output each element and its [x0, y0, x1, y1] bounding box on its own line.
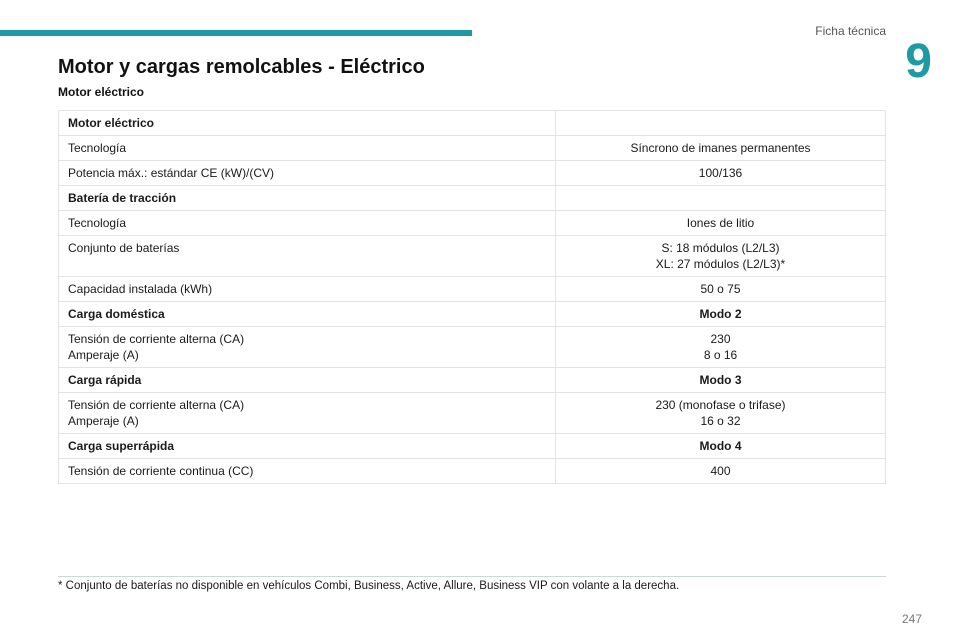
- table-section-header-row: [59, 434, 886, 459]
- table-row: [59, 393, 886, 434]
- spec-label: Amperaje (A): [68, 414, 139, 428]
- page-number: 247: [901, 612, 922, 626]
- spec-label: Tensión de corriente alterna (CA): [68, 332, 245, 346]
- spec-value-cell: [556, 277, 886, 302]
- spec-value-cell: [556, 459, 886, 484]
- table-row: [59, 136, 886, 161]
- spec-label: Tensión de corriente continua (CC): [68, 464, 254, 478]
- table-row: [59, 161, 886, 186]
- spec-label: Carga superrápida: [68, 439, 175, 453]
- spec-table-body: [59, 111, 886, 484]
- spec-value-cell: [556, 136, 886, 161]
- spec-label: Conjunto de baterías: [68, 241, 180, 255]
- spec-label-cell: [59, 186, 556, 211]
- spec-label: Carga doméstica: [68, 307, 165, 321]
- table-row: [59, 459, 886, 484]
- spec-value: XL: 27 módulos (L2/L3)*: [655, 257, 786, 271]
- spec-value: Síncrono de imanes permanentes: [630, 141, 811, 155]
- spec-label: Motor eléctrico: [68, 116, 155, 130]
- spec-value: 50 o 75: [700, 282, 741, 296]
- spec-label-cell: [59, 302, 556, 327]
- spec-value: Modo 2: [699, 307, 742, 321]
- spec-label-cell: [59, 277, 556, 302]
- spec-value-cell: [556, 434, 886, 459]
- spec-value-cell: [556, 111, 886, 136]
- spec-value: Iones de litio: [686, 216, 755, 230]
- spec-label-cell: [59, 393, 556, 434]
- page-subtitle: Motor eléctrico: [58, 85, 145, 99]
- spec-value: Modo 4: [699, 439, 742, 453]
- table-row: [59, 327, 886, 368]
- spec-label-cell: [59, 368, 556, 393]
- spec-label: Amperaje (A): [68, 348, 139, 362]
- spec-value: 230 (monofase o trifase): [655, 398, 786, 412]
- spec-value-cell: [556, 368, 886, 393]
- table-row: [59, 211, 886, 236]
- spec-table: [58, 110, 886, 484]
- table-section-header-row: [59, 302, 886, 327]
- spec-value: Modo 3: [699, 373, 742, 387]
- spec-value: S: 18 módulos (L2/L3): [661, 241, 780, 255]
- section-label: Ficha técnica: [815, 24, 886, 38]
- table-section-header-row: [59, 111, 886, 136]
- table-section-header-row: [59, 186, 886, 211]
- table-section-header-row: [59, 368, 886, 393]
- spec-label-cell: [59, 211, 556, 236]
- spec-label-cell: [59, 136, 556, 161]
- footnote: * Conjunto de baterías no disponible en vehículos Combi, Business, Active, Allure, Business VIP con volante a la derecha.: [58, 580, 680, 592]
- header-accent-bar: [0, 30, 472, 36]
- spec-label-cell: [59, 111, 556, 136]
- spec-value: 400: [710, 464, 731, 478]
- table-row: [59, 277, 886, 302]
- footnote-divider: [58, 576, 886, 577]
- page-title: Motor y cargas remolcables - Eléctrico: [58, 56, 425, 78]
- spec-value-cell: [556, 327, 886, 368]
- spec-label: Tecnología: [68, 141, 127, 155]
- spec-label: Tensión de corriente alterna (CA): [68, 398, 245, 412]
- spec-value: 16 o 32: [700, 414, 741, 428]
- spec-value-cell: [556, 186, 886, 211]
- spec-value: 8 o 16: [703, 348, 738, 362]
- spec-value-cell: [556, 236, 886, 277]
- spec-value-cell: [556, 161, 886, 186]
- table-row: [59, 236, 886, 277]
- spec-label-cell: [59, 459, 556, 484]
- spec-value: 230: [710, 332, 731, 346]
- spec-label-cell: [59, 161, 556, 186]
- chapter-number: 9: [905, 35, 932, 88]
- spec-label: Tecnología: [68, 216, 127, 230]
- spec-value: 100/136: [698, 166, 743, 180]
- spec-value-cell: [556, 302, 886, 327]
- spec-label: Batería de tracción: [68, 191, 177, 205]
- spec-label: Carga rápida: [68, 373, 142, 387]
- spec-label: Capacidad instalada (kWh): [68, 282, 213, 296]
- spec-label-cell: [59, 434, 556, 459]
- spec-label-cell: [59, 236, 556, 277]
- spec-value-cell: [556, 211, 886, 236]
- spec-value-cell: [556, 393, 886, 434]
- spec-label-cell: [59, 327, 556, 368]
- spec-label: Potencia máx.: estándar CE (kW)/(CV): [68, 166, 275, 180]
